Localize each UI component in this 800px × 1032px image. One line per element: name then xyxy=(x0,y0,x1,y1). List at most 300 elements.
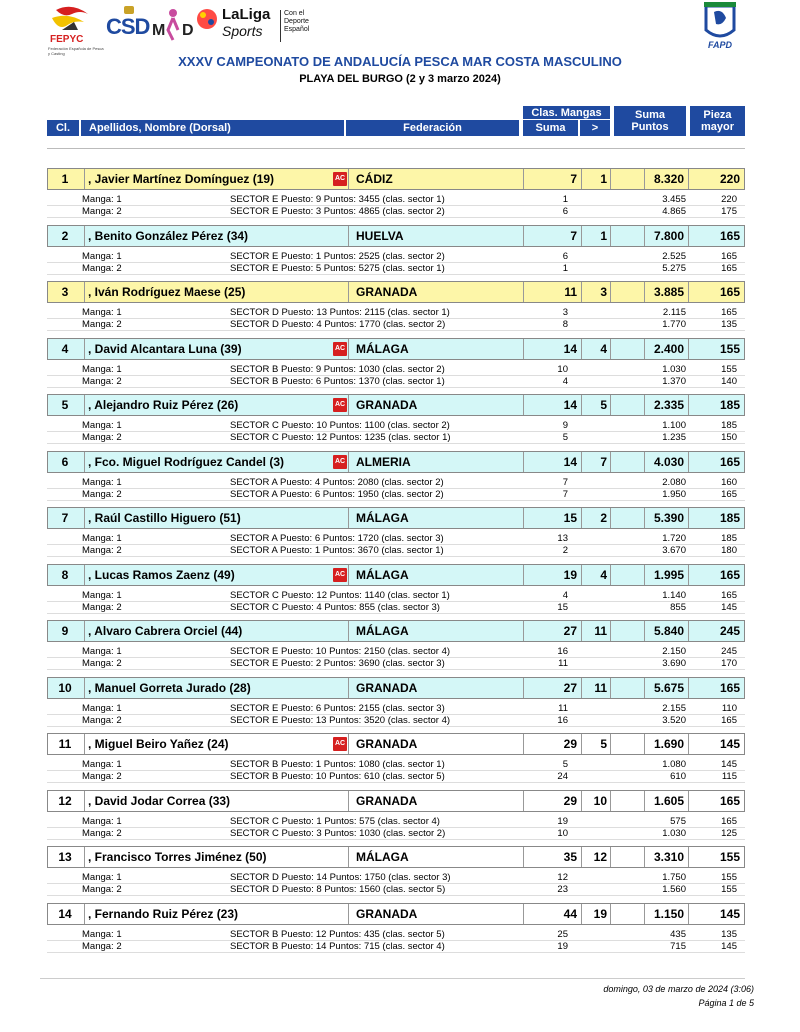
manga-pieza: 185 xyxy=(721,420,737,431)
competitor-name: , Fco. Miguel Rodríguez Candel (3) xyxy=(88,455,285,469)
manga-clas: 12 xyxy=(557,872,568,883)
manga-clas: 15 xyxy=(557,602,568,613)
ac-badge: AC xyxy=(333,342,347,356)
manga-label: Manga: 1 xyxy=(82,929,122,940)
pieza-mayor: 185 xyxy=(719,398,740,412)
manga-pieza: 165 xyxy=(721,307,737,318)
manga-pieza: 180 xyxy=(721,545,737,556)
result-row xyxy=(47,564,745,586)
manga-detail: SECTOR B Puesto: 1 Puntos: 1080 (clas. sector 1) xyxy=(230,759,445,770)
andalucia-flag-icon xyxy=(490,283,520,303)
manga-clas: 4 xyxy=(562,590,568,601)
manga-detail: SECTOR A Puesto: 4 Puntos: 2080 (clas. sector 2) xyxy=(230,477,444,488)
col-header-gt: > xyxy=(580,120,610,136)
suma-puntos: 1.995 xyxy=(653,568,684,582)
manga-puntos: 1.140 xyxy=(662,590,686,601)
andalucia-flag-icon xyxy=(490,848,520,868)
gt-value: 1 xyxy=(600,229,607,243)
manga-clas: 7 xyxy=(562,489,568,500)
manga-pieza: 145 xyxy=(721,759,737,770)
manga-clas: 2 xyxy=(562,545,568,556)
rank: 5 xyxy=(61,398,69,412)
manga-detail: SECTOR C Puesto: 4 Puntos: 855 (clas. sector 3) xyxy=(230,602,440,613)
manga-clas: 25 xyxy=(557,929,568,940)
manga-detail: SECTOR E Puesto: 1 Puntos: 2525 (clas. sector 2) xyxy=(230,251,445,262)
manga-label: Manga: 2 xyxy=(82,376,122,387)
federation: GRANADA xyxy=(356,907,418,921)
col-header-cl: Cl. xyxy=(47,120,79,136)
manga-detail: SECTOR E Puesto: 6 Puntos: 2155 (clas. sector 3) xyxy=(230,703,445,714)
manga-puntos: 2.115 xyxy=(662,307,686,318)
suma-puntos: 1.605 xyxy=(653,794,684,808)
ac-badge: AC xyxy=(333,398,347,412)
rank: 7 xyxy=(61,511,69,525)
suma: 11 xyxy=(564,285,577,299)
suma: 15 xyxy=(563,511,577,525)
result-row xyxy=(47,507,745,529)
ac-badge: AC xyxy=(333,172,347,186)
manga-detail: SECTOR B Puesto: 6 Puntos: 1370 (clas. sector 1) xyxy=(230,376,445,387)
competitor-name: , Alvaro Cabrera Orciel (44) xyxy=(88,624,243,638)
manga-label: Manga: 1 xyxy=(82,251,122,262)
competitor-name: , David Alcantara Luna (39) xyxy=(88,342,242,356)
suma: 7 xyxy=(570,229,577,243)
suma-puntos: 3.310 xyxy=(653,850,684,864)
andalucia-flag-icon xyxy=(490,509,520,529)
rank: 11 xyxy=(58,737,72,751)
manga-clas: 3 xyxy=(562,307,568,318)
andalucia-flag-icon xyxy=(490,453,520,473)
manga-pieza: 165 xyxy=(721,263,737,274)
manga-puntos: 1.370 xyxy=(662,376,686,387)
federation: MÁLAGA xyxy=(356,511,409,525)
manga-puntos: 1.080 xyxy=(662,759,686,770)
result-row xyxy=(47,225,745,247)
federation: MÁLAGA xyxy=(356,624,409,638)
federation: GRANADA xyxy=(356,681,418,695)
andalucia-flag-icon xyxy=(490,340,520,360)
competitor-name: , Miguel Beiro Yañez (24) xyxy=(88,737,229,751)
manga-label: Manga: 1 xyxy=(82,194,122,205)
manga-puntos: 1.770 xyxy=(662,319,686,330)
manga-puntos: 4.865 xyxy=(662,206,686,217)
suma-puntos: 5.390 xyxy=(653,511,684,525)
suma: 27 xyxy=(563,624,577,638)
pieza-mayor: 165 xyxy=(719,285,740,299)
rank: 8 xyxy=(61,568,69,582)
manga-label: Manga: 1 xyxy=(82,420,122,431)
manga-label: Manga: 2 xyxy=(82,263,122,274)
andalucia-flag-icon xyxy=(490,227,520,247)
manga-label: Manga: 2 xyxy=(82,771,122,782)
manga-puntos: 3.690 xyxy=(662,658,686,669)
col-header-suma: Suma xyxy=(523,120,578,136)
manga-pieza: 160 xyxy=(721,477,737,488)
result-row xyxy=(47,394,745,416)
manga-clas: 5 xyxy=(562,432,568,443)
rank: 14 xyxy=(58,907,72,921)
suma: 19 xyxy=(563,568,577,582)
gt-value: 3 xyxy=(600,285,607,299)
manga-detail: SECTOR B Puesto: 12 Puntos: 435 (clas. sector 5) xyxy=(230,929,445,940)
andalucia-flag-icon xyxy=(490,170,520,190)
result-row xyxy=(47,451,745,473)
result-row xyxy=(47,790,745,812)
manga-pieza: 155 xyxy=(721,884,737,895)
gt-value: 4 xyxy=(600,342,607,356)
fepyc-logo xyxy=(44,4,102,56)
suma: 14 xyxy=(563,342,577,356)
manga-label: Manga: 2 xyxy=(82,602,122,613)
manga-detail: SECTOR D Puesto: 8 Puntos: 1560 (clas. sector 5) xyxy=(230,884,446,895)
manga-pieza: 155 xyxy=(721,364,737,375)
suma-puntos: 8.320 xyxy=(653,172,684,186)
manga-clas: 16 xyxy=(557,715,568,726)
laliga-tagline: Con el Deporte Español xyxy=(284,10,310,33)
gt-value: 12 xyxy=(593,850,607,864)
suma-puntos: 5.840 xyxy=(653,624,684,638)
pieza-mayor: 165 xyxy=(719,455,740,469)
manga-clas: 10 xyxy=(557,364,568,375)
gt-value: 10 xyxy=(593,794,607,808)
suma-puntos: 7.800 xyxy=(653,229,684,243)
manga-label: Manga: 2 xyxy=(82,715,122,726)
fepyc-logo-subtext: Federación Española de Pesca y Casting xyxy=(48,46,104,56)
manga-pieza: 165 xyxy=(721,715,737,726)
manga-detail: SECTOR D Puesto: 4 Puntos: 1770 (clas. sector 2) xyxy=(230,319,446,330)
manga-clas: 16 xyxy=(557,646,568,657)
rank: 9 xyxy=(61,624,69,638)
pieza-mayor: 165 xyxy=(719,568,740,582)
competitor-name: , Francisco Torres Jiménez (50) xyxy=(88,850,267,864)
manga-puntos: 610 xyxy=(670,771,686,782)
laliga-ball-icon xyxy=(196,8,218,30)
pieza-mayor: 155 xyxy=(719,850,740,864)
manga-pieza: 165 xyxy=(721,590,737,601)
suma-puntos: 3.885 xyxy=(653,285,684,299)
federation: MÁLAGA xyxy=(356,568,409,582)
manga-pieza: 110 xyxy=(721,703,737,714)
suma-puntos: 2.335 xyxy=(653,398,684,412)
manga-label: Manga: 2 xyxy=(82,432,122,443)
manga-puntos: 3.455 xyxy=(662,194,686,205)
manga-label: Manga: 1 xyxy=(82,477,122,488)
manga-puntos: 1.950 xyxy=(662,489,686,500)
manga-pieza: 135 xyxy=(721,929,737,940)
rank: 10 xyxy=(58,681,72,695)
federation: MÁLAGA xyxy=(356,342,409,356)
pieza-mayor: 245 xyxy=(719,624,740,638)
pieza-mayor: 145 xyxy=(719,737,740,751)
manga-label: Manga: 2 xyxy=(82,545,122,556)
suma: 29 xyxy=(563,794,577,808)
gt-value: 5 xyxy=(600,398,607,412)
manga-clas: 11 xyxy=(558,658,568,669)
manga-label: Manga: 2 xyxy=(82,319,122,330)
pieza-mayor: 165 xyxy=(719,681,740,695)
csd-md-logo xyxy=(106,6,196,48)
manga-detail: SECTOR E Puesto: 9 Puntos: 3455 (clas. sector 1) xyxy=(230,194,445,205)
manga-puntos: 1.030 xyxy=(662,364,686,375)
manga-pieza: 245 xyxy=(721,646,737,657)
manga-pieza: 125 xyxy=(721,828,737,839)
federation: HUELVA xyxy=(356,229,404,243)
result-row xyxy=(47,846,745,868)
ac-badge: AC xyxy=(333,455,347,469)
federation: GRANADA xyxy=(356,285,418,299)
suma-puntos: 4.030 xyxy=(653,455,684,469)
manga-clas: 11 xyxy=(558,703,568,714)
manga-pieza: 155 xyxy=(721,872,737,883)
rank: 6 xyxy=(61,455,69,469)
andalucia-flag-icon xyxy=(490,905,520,925)
manga-detail: SECTOR A Puesto: 6 Puntos: 1720 (clas. sector 3) xyxy=(230,533,444,544)
competitor-name: , Raúl Castillo Higuero (51) xyxy=(88,511,241,525)
manga-label: Manga: 2 xyxy=(82,828,122,839)
pieza-mayor: 165 xyxy=(719,794,740,808)
result-row xyxy=(47,903,745,925)
manga-pieza: 165 xyxy=(721,251,737,262)
manga-detail: SECTOR C Puesto: 12 Puntos: 1140 (clas. sector 1) xyxy=(230,590,450,601)
fapd-logo xyxy=(700,2,740,50)
laliga-text: LaLiga xyxy=(222,6,271,23)
gt-value: 5 xyxy=(600,737,607,751)
manga-puntos: 2.150 xyxy=(662,646,686,657)
federation: CÁDIZ xyxy=(356,172,393,186)
manga-label: Manga: 1 xyxy=(82,872,122,883)
col-header-pieza-mayor: Pieza mayor xyxy=(690,106,745,136)
suma: 35 xyxy=(563,850,577,864)
manga-pieza: 175 xyxy=(721,206,737,217)
manga-puntos: 1.720 xyxy=(662,533,686,544)
manga-detail: SECTOR E Puesto: 5 Puntos: 5275 (clas. sector 1) xyxy=(230,263,445,274)
col-header-suma-puntos: Suma Puntos xyxy=(614,106,686,136)
pieza-mayor: 145 xyxy=(719,907,740,921)
manga-pieza: 220 xyxy=(721,194,737,205)
fepyc-logo-text: FEPYC xyxy=(50,34,84,45)
manga-detail: SECTOR E Puesto: 10 Puntos: 2150 (clas. sector 4) xyxy=(230,646,451,657)
manga-clas: 5 xyxy=(562,759,568,770)
manga-puntos: 1.030 xyxy=(662,828,686,839)
suma-puntos: 5.675 xyxy=(653,681,684,695)
manga-detail: SECTOR E Puesto: 3 Puntos: 4865 (clas. sector 2) xyxy=(230,206,445,217)
gt-value: 11 xyxy=(594,624,607,638)
manga-label: Manga: 1 xyxy=(82,816,122,827)
footer-date: domingo, 03 de marzo de 2024 (3:06) xyxy=(603,984,754,994)
manga-detail: SECTOR C Puesto: 10 Puntos: 1100 (clas. sector 2) xyxy=(230,420,450,431)
manga-puntos: 1.235 xyxy=(662,432,686,443)
manga-puntos: 3.670 xyxy=(662,545,686,556)
manga-pieza: 150 xyxy=(721,432,737,443)
manga-pieza: 140 xyxy=(721,376,737,387)
manga-detail: SECTOR B Puesto: 10 Puntos: 610 (clas. sector 5) xyxy=(230,771,445,782)
manga-puntos: 2.080 xyxy=(662,477,686,488)
manga-clas: 19 xyxy=(557,941,568,952)
fapd-text: FAPD xyxy=(707,40,732,50)
athlete-icon xyxy=(164,8,182,44)
result-row xyxy=(47,620,745,642)
csd-text: CSD xyxy=(106,14,150,39)
competitor-name: , Javier Martínez Domínguez (19) xyxy=(88,172,275,186)
gt-value: 4 xyxy=(600,568,607,582)
suma: 14 xyxy=(563,455,577,469)
manga-label: Manga: 2 xyxy=(82,206,122,217)
gt-value: 7 xyxy=(600,455,607,469)
laliga-sports-logo xyxy=(196,6,316,46)
suma-puntos: 1.690 xyxy=(653,737,684,751)
manga-pieza: 115 xyxy=(721,771,737,782)
col-header-clas-mangas: Clas. Mangas xyxy=(523,106,610,119)
andalucia-flag-icon xyxy=(490,396,520,416)
manga-detail: SECTOR C Puesto: 1 Puntos: 575 (clas. sector 4) xyxy=(230,816,440,827)
andalucia-flag-icon xyxy=(490,679,520,699)
manga-label: Manga: 1 xyxy=(82,646,122,657)
result-row xyxy=(47,677,745,699)
result-row xyxy=(47,338,745,360)
gt-value: 11 xyxy=(594,681,607,695)
md-letter-d: D xyxy=(182,22,194,39)
manga-pieza: 170 xyxy=(721,658,737,669)
manga-detail: SECTOR C Puesto: 12 Puntos: 1235 (clas. sector 1) xyxy=(230,432,451,443)
competitor-name: , Iván Rodríguez Maese (25) xyxy=(88,285,246,299)
andalucia-flag-icon xyxy=(490,566,520,586)
gt-value: 1 xyxy=(600,172,607,186)
federation: GRANADA xyxy=(356,398,418,412)
manga-pieza: 185 xyxy=(721,533,737,544)
manga-clas: 4 xyxy=(562,376,568,387)
manga-puntos: 715 xyxy=(670,941,686,952)
manga-detail: SECTOR B Puesto: 14 Puntos: 715 (clas. sector 4) xyxy=(230,941,445,952)
rank: 3 xyxy=(61,285,69,299)
manga-pieza: 135 xyxy=(721,319,737,330)
manga-clas: 13 xyxy=(557,533,568,544)
competitor-name: , David Jodar Correa (33) xyxy=(88,794,231,808)
manga-label: Manga: 1 xyxy=(82,364,122,375)
manga-detail: SECTOR E Puesto: 13 Puntos: 3520 (clas. sector 4) xyxy=(230,715,451,726)
rank: 12 xyxy=(58,794,72,808)
suma-puntos: 1.150 xyxy=(653,907,684,921)
manga-puntos: 855 xyxy=(670,602,686,613)
manga-clas: 24 xyxy=(557,771,568,782)
rank: 13 xyxy=(58,850,72,864)
federation: GRANADA xyxy=(356,794,418,808)
manga-detail: SECTOR A Puesto: 1 Puntos: 3670 (clas. sector 1) xyxy=(230,545,444,556)
manga-puntos: 1.100 xyxy=(662,420,686,431)
competitor-name: , Alejandro Ruiz Pérez (26) xyxy=(88,398,239,412)
col-header-federacion: Federación xyxy=(346,120,519,136)
manga-detail: SECTOR E Puesto: 2 Puntos: 3690 (clas. sector 3) xyxy=(230,658,445,669)
manga-clas: 7 xyxy=(562,477,568,488)
manga-label: Manga: 2 xyxy=(82,658,122,669)
manga-puntos: 2.525 xyxy=(662,251,686,262)
sports-text: Sports xyxy=(222,23,263,39)
andalucia-flag-icon xyxy=(490,735,520,755)
manga-label: Manga: 1 xyxy=(82,307,122,318)
manga-clas: 1 xyxy=(562,263,568,274)
manga-label: Manga: 1 xyxy=(82,759,122,770)
manga-detail: SECTOR B Puesto: 9 Puntos: 1030 (clas. sector 2) xyxy=(230,364,445,375)
manga-clas: 8 xyxy=(562,319,568,330)
suma: 29 xyxy=(563,737,577,751)
federation: MÁLAGA xyxy=(356,850,409,864)
pieza-mayor: 155 xyxy=(719,342,740,356)
ac-badge: AC xyxy=(333,737,347,751)
manga-puntos: 2.155 xyxy=(662,703,686,714)
manga-pieza: 165 xyxy=(721,489,737,500)
ac-badge: AC xyxy=(333,568,347,582)
suma: 7 xyxy=(570,172,577,186)
federation: GRANADA xyxy=(356,737,418,751)
manga-label: Manga: 2 xyxy=(82,489,122,500)
manga-detail: SECTOR D Puesto: 13 Puntos: 2115 (clas. sector 1) xyxy=(230,307,450,318)
federation: ALMERIA xyxy=(356,455,411,469)
suma-puntos: 2.400 xyxy=(653,342,684,356)
page-subtitle: PLAYA DEL BURGO (2 y 3 marzo 2024) xyxy=(299,73,501,85)
manga-detail: SECTOR A Puesto: 6 Puntos: 1950 (clas. sector 2) xyxy=(230,489,444,500)
rank: 4 xyxy=(61,342,69,356)
suma: 44 xyxy=(563,907,577,921)
manga-clas: 9 xyxy=(562,420,568,431)
manga-clas: 23 xyxy=(557,884,568,895)
md-letter-m: M xyxy=(152,22,166,39)
manga-pieza: 145 xyxy=(721,602,737,613)
manga-label: Manga: 2 xyxy=(82,941,122,952)
rank: 1 xyxy=(61,172,69,186)
manga-label: Manga: 1 xyxy=(82,533,122,544)
result-row xyxy=(47,168,745,190)
competitor-name: , Benito González Pérez (34) xyxy=(88,229,249,243)
manga-label: Manga: 1 xyxy=(82,590,122,601)
manga-puntos: 1.750 xyxy=(662,872,686,883)
result-row xyxy=(47,281,745,303)
competitor-name: , Lucas Ramos Zaenz (49) xyxy=(88,568,235,582)
manga-clas: 6 xyxy=(562,251,568,262)
crown-icon xyxy=(124,6,134,14)
andalucia-flag-icon xyxy=(490,792,520,812)
rank: 2 xyxy=(61,229,69,243)
manga-puntos: 1.560 xyxy=(662,884,686,895)
manga-clas: 1 xyxy=(562,194,568,205)
manga-puntos: 3.520 xyxy=(662,715,686,726)
manga-puntos: 435 xyxy=(670,929,686,940)
manga-label: Manga: 2 xyxy=(82,884,122,895)
pieza-mayor: 185 xyxy=(719,511,740,525)
manga-puntos: 5.275 xyxy=(662,263,686,274)
gt-value: 2 xyxy=(600,511,607,525)
manga-pieza: 165 xyxy=(721,816,737,827)
suma: 27 xyxy=(563,681,577,695)
page-title: XXXV CAMPEONATO DE ANDALUCÍA PESCA MAR COSTA MASCULINO xyxy=(178,54,622,69)
manga-clas: 10 xyxy=(557,828,568,839)
manga-clas: 6 xyxy=(562,206,568,217)
result-row xyxy=(47,733,745,755)
andalucia-flag-icon xyxy=(490,622,520,642)
manga-clas: 19 xyxy=(557,816,568,827)
gt-value: 19 xyxy=(593,907,607,921)
col-header-name: Apellidos, Nombre (Dorsal) xyxy=(81,120,344,136)
competitor-name: , Fernando Ruiz Pérez (23) xyxy=(88,907,239,921)
pieza-mayor: 220 xyxy=(719,172,740,186)
manga-label: Manga: 1 xyxy=(82,703,122,714)
manga-detail: SECTOR D Puesto: 14 Puntos: 1750 (clas. sector 3) xyxy=(230,872,451,883)
pieza-mayor: 165 xyxy=(719,229,740,243)
suma: 14 xyxy=(563,398,577,412)
manga-pieza: 145 xyxy=(721,941,737,952)
competitor-name: , Manuel Gorreta Jurado (28) xyxy=(88,681,251,695)
footer-page-number: Página 1 de 5 xyxy=(698,998,754,1008)
manga-puntos: 575 xyxy=(670,816,686,827)
manga-detail: SECTOR C Puesto: 3 Puntos: 1030 (clas. sector 2) xyxy=(230,828,446,839)
